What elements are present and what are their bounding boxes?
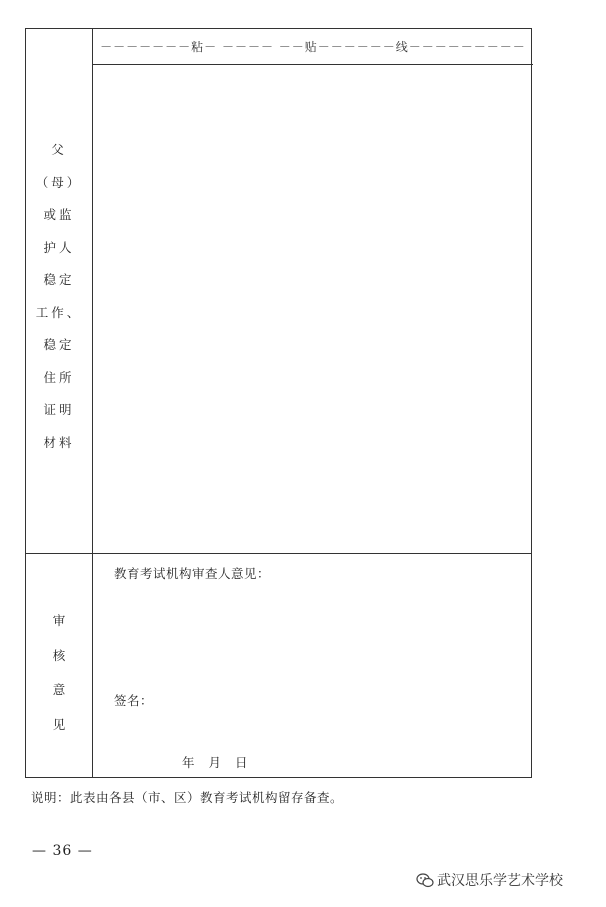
watermark bbox=[416, 870, 563, 890]
paste-line: －－－－－－－粘－ －－－－ －－贴－－－－－－线－－－－－－－－－ bbox=[100, 40, 526, 54]
date-month: 月 bbox=[208, 755, 222, 770]
paste-line-divider bbox=[92, 64, 533, 65]
label-line: 住所 bbox=[43, 369, 75, 385]
label-line: 父 bbox=[51, 142, 67, 157]
label-line: 审 bbox=[52, 613, 66, 628]
label-line: 工作、 bbox=[35, 304, 83, 320]
label-line: 意 bbox=[52, 682, 66, 697]
row-divider bbox=[26, 553, 531, 554]
label-line: 稳定 bbox=[43, 272, 75, 287]
date-day: 日 bbox=[235, 755, 248, 770]
label-line: （母） bbox=[35, 174, 83, 190]
proof-materials-label bbox=[26, 134, 92, 459]
signature-label: 签名： bbox=[114, 693, 154, 708]
date-year: 年 bbox=[182, 755, 195, 770]
label-line: 证明 bbox=[43, 402, 75, 417]
watermark-text: 武汉思乐学艺术学校 bbox=[437, 873, 563, 889]
column-divider bbox=[92, 29, 93, 777]
attachment-form-table bbox=[25, 28, 532, 778]
label-line: 材料 bbox=[43, 434, 75, 450]
page-number: — 36 — bbox=[32, 843, 93, 859]
label-line: 护人 bbox=[43, 239, 75, 255]
reviewer-opinion-text: 教育考试机构审查人意见： bbox=[114, 566, 271, 581]
date-row bbox=[182, 753, 248, 771]
review-opinion-label bbox=[26, 604, 92, 742]
label-line: 稳定 bbox=[43, 337, 75, 352]
label-line: 或监 bbox=[43, 207, 75, 222]
wechat-icon bbox=[416, 873, 434, 888]
label-line: 见 bbox=[52, 716, 66, 732]
label-line: 核 bbox=[52, 647, 66, 663]
form-note: 说明：此表由各县（市、区）教育考试机构留存备查。 bbox=[31, 790, 344, 805]
